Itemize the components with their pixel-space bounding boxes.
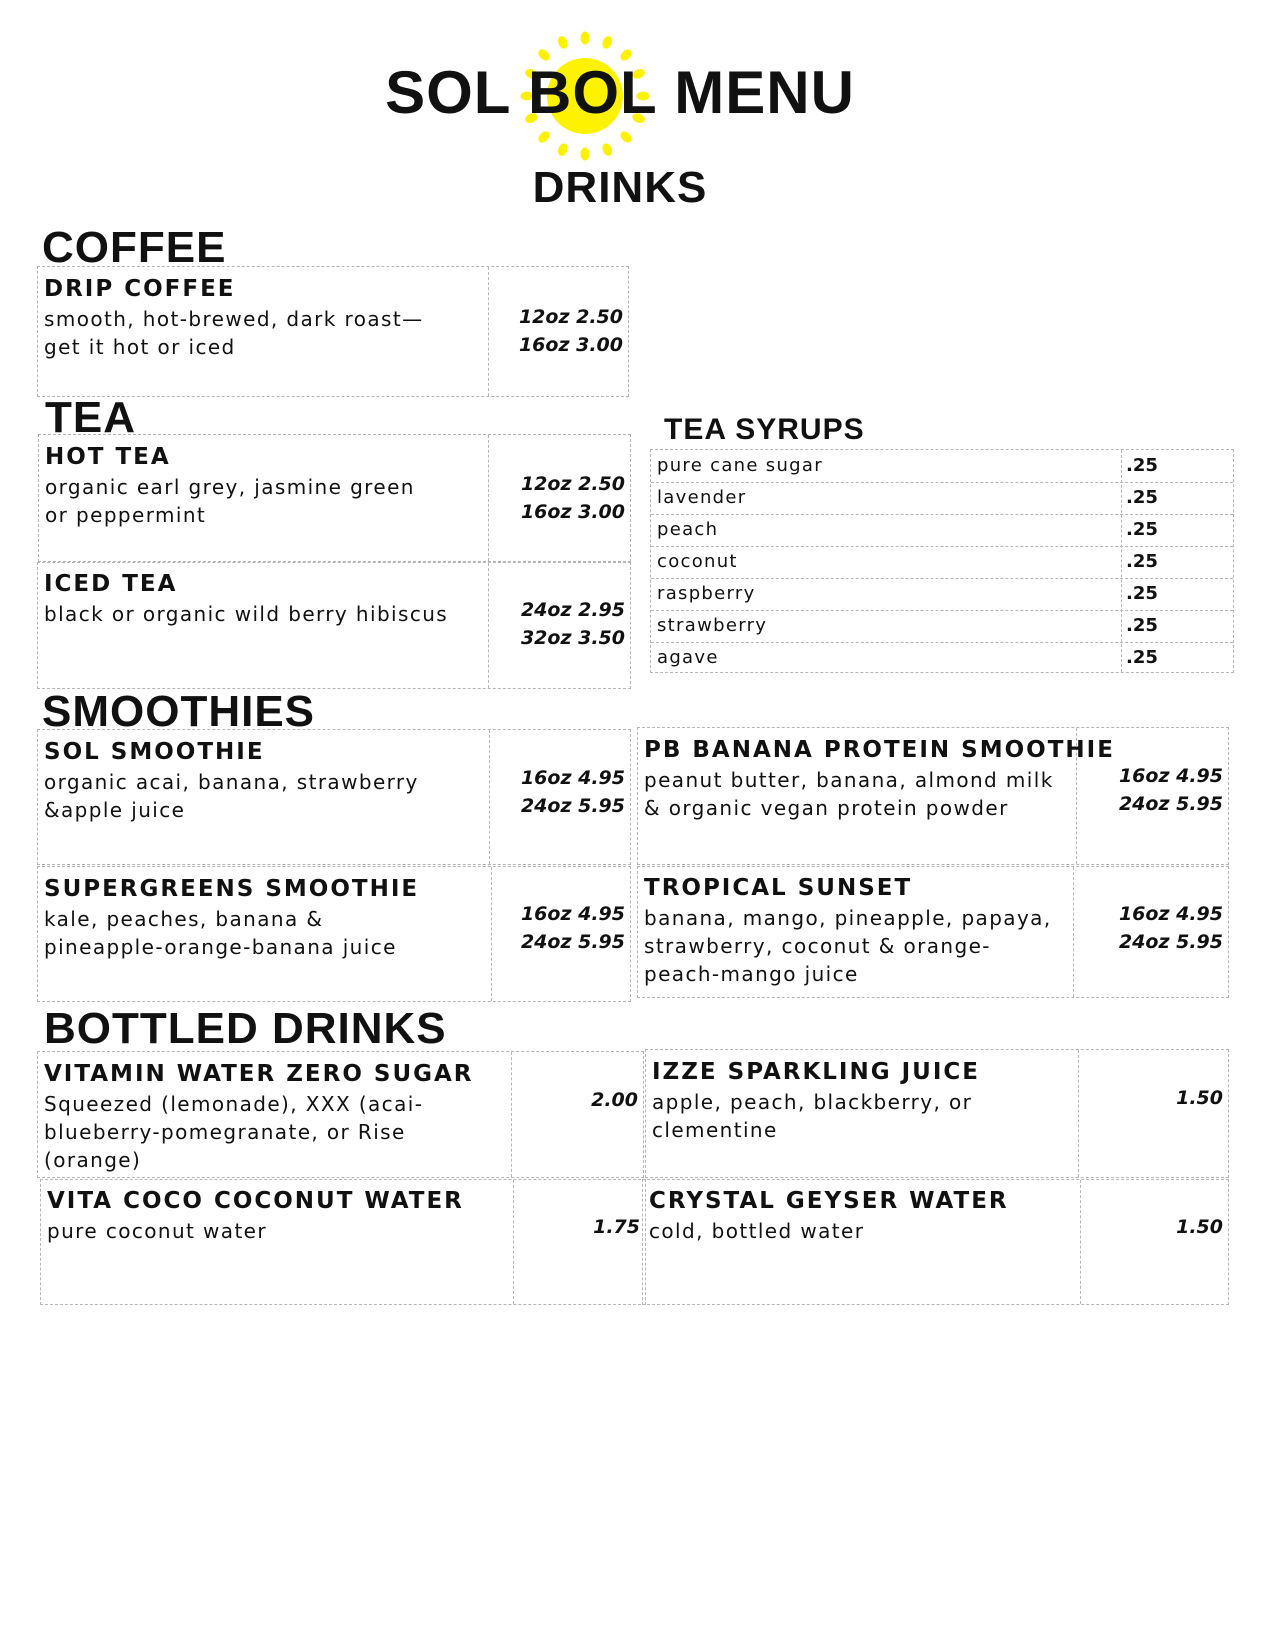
syrup-name: strawberry (657, 615, 768, 636)
menu-item-drip-coffee (37, 266, 629, 397)
syrup-price: .25 (1126, 647, 1158, 668)
syrup-price: .25 (1126, 487, 1158, 508)
syrup-row (651, 450, 1233, 483)
menu-item-iced-tea (37, 562, 631, 689)
syrup-row (651, 642, 1233, 674)
item-description: banana, mango, pineapple, papaya, strawberry, coconut & orange-peach-mango juice (644, 906, 1052, 986)
section-heading-smoothies: SMOOTHIES (42, 687, 316, 736)
syrup-row (651, 482, 1233, 515)
item-name: CRYSTAL GEYSER WATER (649, 1188, 1009, 1214)
syrup-row (651, 578, 1233, 611)
item-price-large: 24oz 5.95 (1118, 793, 1223, 815)
item-price: 1.50 (1176, 1216, 1223, 1238)
item-price-large: 24oz 5.95 (1118, 931, 1223, 953)
item-name: HOT TEA (45, 444, 171, 470)
section-heading-tea: TEA (45, 393, 136, 442)
syrup-price: .25 (1126, 551, 1158, 572)
section-heading-bottled-drinks: BOTTLED DRINKS (44, 1004, 447, 1053)
item-description: apple, peach, blackberry, or clementine (652, 1090, 973, 1142)
menu-item-crystal-geyser (642, 1179, 1229, 1305)
item-name: VITAMIN WATER ZERO SUGAR (44, 1061, 474, 1087)
syrup-name: peach (657, 519, 719, 540)
syrup-price: .25 (1126, 455, 1158, 476)
item-price-small: 24oz 2.95 (520, 599, 625, 621)
item-name: DRIP COFFEE (44, 276, 236, 302)
item-name: IZZE SPARKLING JUICE (652, 1059, 981, 1085)
item-price-small: 12oz 2.50 (520, 473, 625, 495)
syrup-name: lavender (657, 487, 747, 508)
item-price-small: 16oz 4.95 (520, 767, 625, 789)
item-price: 1.50 (1176, 1087, 1223, 1109)
section-heading-tea-syrups: TEA SYRUPS (664, 413, 865, 446)
syrup-row (651, 546, 1233, 579)
item-price-large: 24oz 5.95 (520, 795, 625, 817)
item-description: peanut butter, banana, almond milk & organic vegan protein powder (644, 768, 1054, 820)
syrup-price: .25 (1126, 583, 1158, 604)
menu-subtitle: DRINKS (532, 163, 708, 212)
item-description: organic earl grey, jasmine green or peppermint (45, 475, 415, 527)
item-description: Squeezed (lemonade), XXX (acai-blueberry-pomegranate, or Rise (orange) (44, 1092, 424, 1172)
item-name: TROPICAL SUNSET (644, 875, 913, 901)
item-price-small: 16oz 4.95 (1118, 903, 1223, 925)
item-price: 1.75 (593, 1216, 640, 1238)
syrup-name: raspberry (657, 583, 756, 604)
syrup-name: agave (657, 647, 719, 668)
item-name: PB BANANA PROTEIN SMOOTHIE (644, 737, 1115, 763)
item-name: VITA COCO COCONUT WATER (47, 1188, 464, 1214)
menu-item-tropical-sunset (637, 866, 1229, 998)
menu-item-supergreens-smoothie (37, 866, 631, 1002)
syrup-price: .25 (1126, 615, 1158, 636)
syrup-row (651, 514, 1233, 547)
item-price-small: 16oz 4.95 (520, 903, 625, 925)
item-description: smooth, hot-brewed, dark roast— get it hot or iced (44, 307, 424, 359)
item-name: SOL SMOOTHIE (44, 739, 265, 765)
section-heading-coffee: COFFEE (42, 223, 227, 272)
item-price: 2.00 (591, 1089, 638, 1111)
item-description: pure coconut water (47, 1219, 268, 1243)
tea-syrups-table (650, 449, 1234, 673)
menu-item-vitamin-water (37, 1051, 644, 1178)
menu-item-sol-smoothie (37, 729, 631, 865)
item-price-small: 12oz 2.50 (518, 306, 623, 328)
menu-item-vita-coco (40, 1179, 646, 1305)
item-description: black or organic wild berry hibiscus (44, 602, 449, 626)
syrup-name: coconut (657, 551, 738, 572)
item-price-large: 32oz 3.50 (520, 627, 625, 649)
menu-item-izze-sparkling-juice (645, 1049, 1229, 1178)
item-price-large: 24oz 5.95 (520, 931, 625, 953)
item-name: ICED TEA (44, 571, 178, 597)
item-description: cold, bottled water (649, 1219, 865, 1243)
syrup-row (651, 610, 1233, 643)
item-price-small: 16oz 4.95 (1118, 765, 1223, 787)
item-price-large: 16oz 3.00 (520, 501, 625, 523)
item-description: kale, peaches, banana & pineapple-orange-banana juice (44, 907, 397, 959)
syrup-name: pure cane sugar (657, 455, 823, 476)
item-name: SUPERGREENS SMOOTHIE (44, 876, 420, 902)
menu-title: SOL BOL MENU (385, 59, 855, 126)
item-price-large: 16oz 3.00 (518, 334, 623, 356)
menu-item-pb-banana-protein-smoothie (637, 727, 1229, 865)
syrup-price: .25 (1126, 519, 1158, 540)
item-description: organic acai, banana, strawberry &apple juice (44, 770, 419, 822)
menu-item-hot-tea (38, 434, 631, 562)
